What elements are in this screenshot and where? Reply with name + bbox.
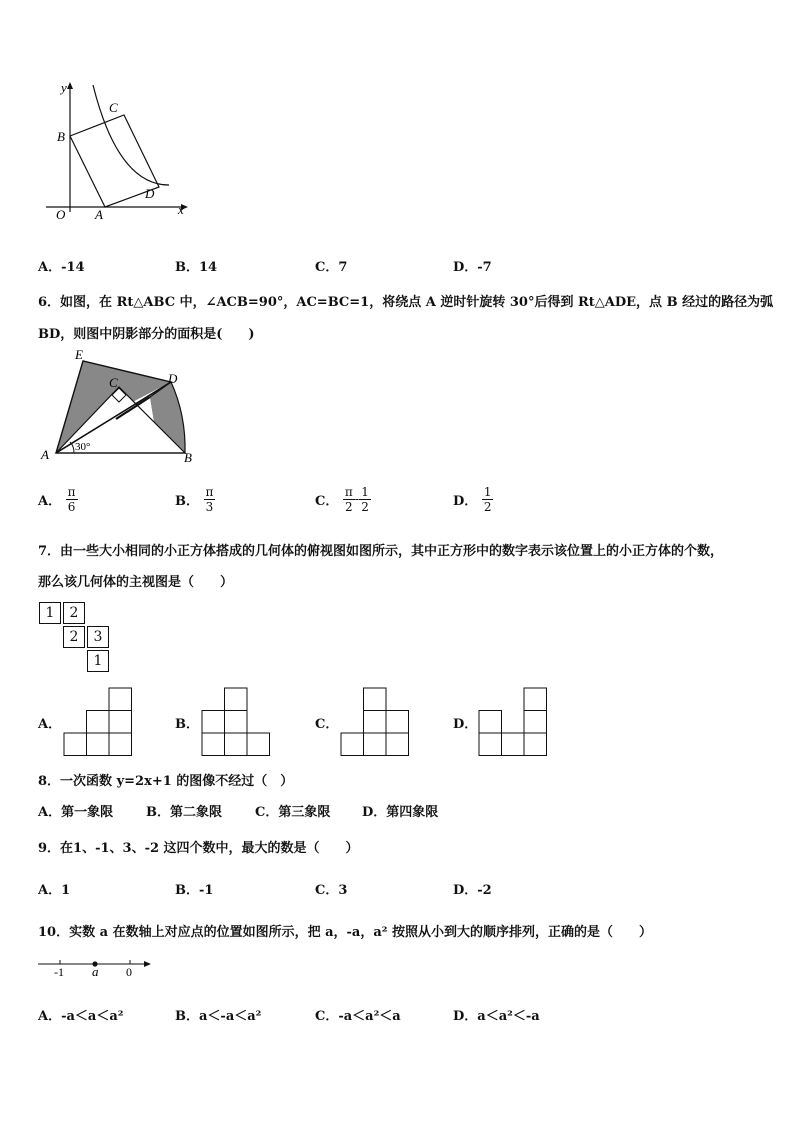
q7-stem-line1: 7．由一些大小相同的小正方体搭成的几何体的俯视图如图所示，其中正方形中的数字表示该位置上的小正方体的个数， [38,544,724,559]
q6-label-b: B [184,450,192,465]
q5-option-b[interactable]: B．14 [175,260,218,275]
q6-label-e: E [75,347,83,362]
q8-option-a[interactable]: A．第一象限 [38,805,114,820]
q5-figure [36,80,196,225]
q8-option-b[interactable]: B．第二象限 [146,805,223,820]
q6-angle-label: 30° [75,441,91,453]
q7-option-b-figure [201,687,273,757]
q7-top-view-grid [39,602,113,673]
q6-figure [38,345,198,467]
q6-option-a-fraction: $\frac{\pi}{6}$ [67,485,76,514]
q7-option-d[interactable]: D． [453,717,478,732]
q6-option-d-fraction: $\frac{1}{2}$ [483,485,492,514]
q6-option-c-fraction1: $\frac{\pi}{2}$ [344,485,353,514]
q5-label-o: O [56,207,66,222]
q7-option-c-figure [340,687,412,757]
q9-option-d[interactable]: D．-2 [453,883,492,898]
q6-stem-line2: BD，则图中阴影部分的面积是( ) [38,327,255,342]
q5-option-c[interactable]: C．7 [315,260,348,275]
q10-option-b[interactable]: B．a＜-a＜a² [175,1009,262,1024]
q8-option-d[interactable]: D．第四象限 [362,805,439,820]
q8-stem: 8．一次函数 y=2x+1 的图像不经过（ ） [38,774,294,789]
q7-grid-cell: 3 [87,626,109,648]
q7-option-a[interactable]: A． [38,717,62,732]
q5-label-a: A [95,207,103,222]
q5-label-d: D [145,186,155,201]
q5-label-b: B [57,129,65,144]
q7-option-d-figure [478,687,550,757]
q7-grid-cell: 2 [63,626,85,648]
q8-option-c[interactable]: C．第三象限 [255,805,331,820]
q10-number-line [36,954,154,980]
q6-option-c[interactable]: C． $\frac{\pi}{2}$ - $\frac{1}{2}$ [315,485,369,514]
q7-grid-cell: 2 [63,602,85,624]
q6-option-d[interactable]: D． $\frac{1}{2}$ [453,485,492,514]
q6-option-b-fraction: $\frac{\pi}{3}$ [205,485,214,514]
q6-label-d: D [168,371,178,386]
q9-option-a[interactable]: A．1 [38,883,71,898]
q7-grid-cell: 1 [39,602,61,624]
q6-label-a: A [41,447,49,462]
q6-option-b[interactable]: B． $\frac{\pi}{3}$ [175,485,214,514]
q5-label-c: C [109,100,118,115]
q7-option-c[interactable]: C． [315,717,339,732]
q10-point-a: a [92,964,99,979]
q9-option-c[interactable]: C．3 [315,883,348,898]
q7-option-b[interactable]: B． [175,717,199,732]
q5-label-x: x [178,202,184,217]
q5-option-d[interactable]: D．-7 [453,260,492,275]
q9-stem: 9．在1、-1、3、-2 这四个数中，最大的数是（ ） [38,841,359,856]
q10-tick-minus-one: -1 [54,965,64,979]
q6-label-c: C [109,375,118,390]
q10-option-d[interactable]: D．a＜a²＜-a [453,1009,540,1024]
q6-option-c-fraction2: $\frac{1}{2}$ [361,485,369,514]
q10-stem: 10．实数 a 在数轴上对应点的位置如图所示，把 a，-a，a² 按照从小到大的顺序排列，正确的是（ ） [38,925,652,940]
q7-option-a-figure [63,687,135,757]
q5-label-y: y [61,80,67,95]
q6-option-a[interactable]: A． $\frac{\pi}{6}$ [38,485,76,514]
q10-tick-zero: 0 [126,965,132,979]
q9-option-b[interactable]: B．-1 [175,883,214,898]
q10-option-a[interactable]: A．-a＜a＜a² [38,1009,124,1024]
q6-stem-line1: 6．如图，在 Rt△ABC 中，∠ACB=90°，AC=BC=1，将绕点 A 逆时针旋转 30°后得到 Rt△ADE，点 B 经过的路径为弧 [38,295,774,310]
q10-option-c[interactable]: C．-a＜a²＜a [315,1009,401,1024]
q7-stem-line2: 那么该几何体的主视图是（ ） [38,575,234,590]
q5-option-a[interactable]: A．-14 [38,260,85,275]
q7-grid-cell: 1 [87,650,109,672]
